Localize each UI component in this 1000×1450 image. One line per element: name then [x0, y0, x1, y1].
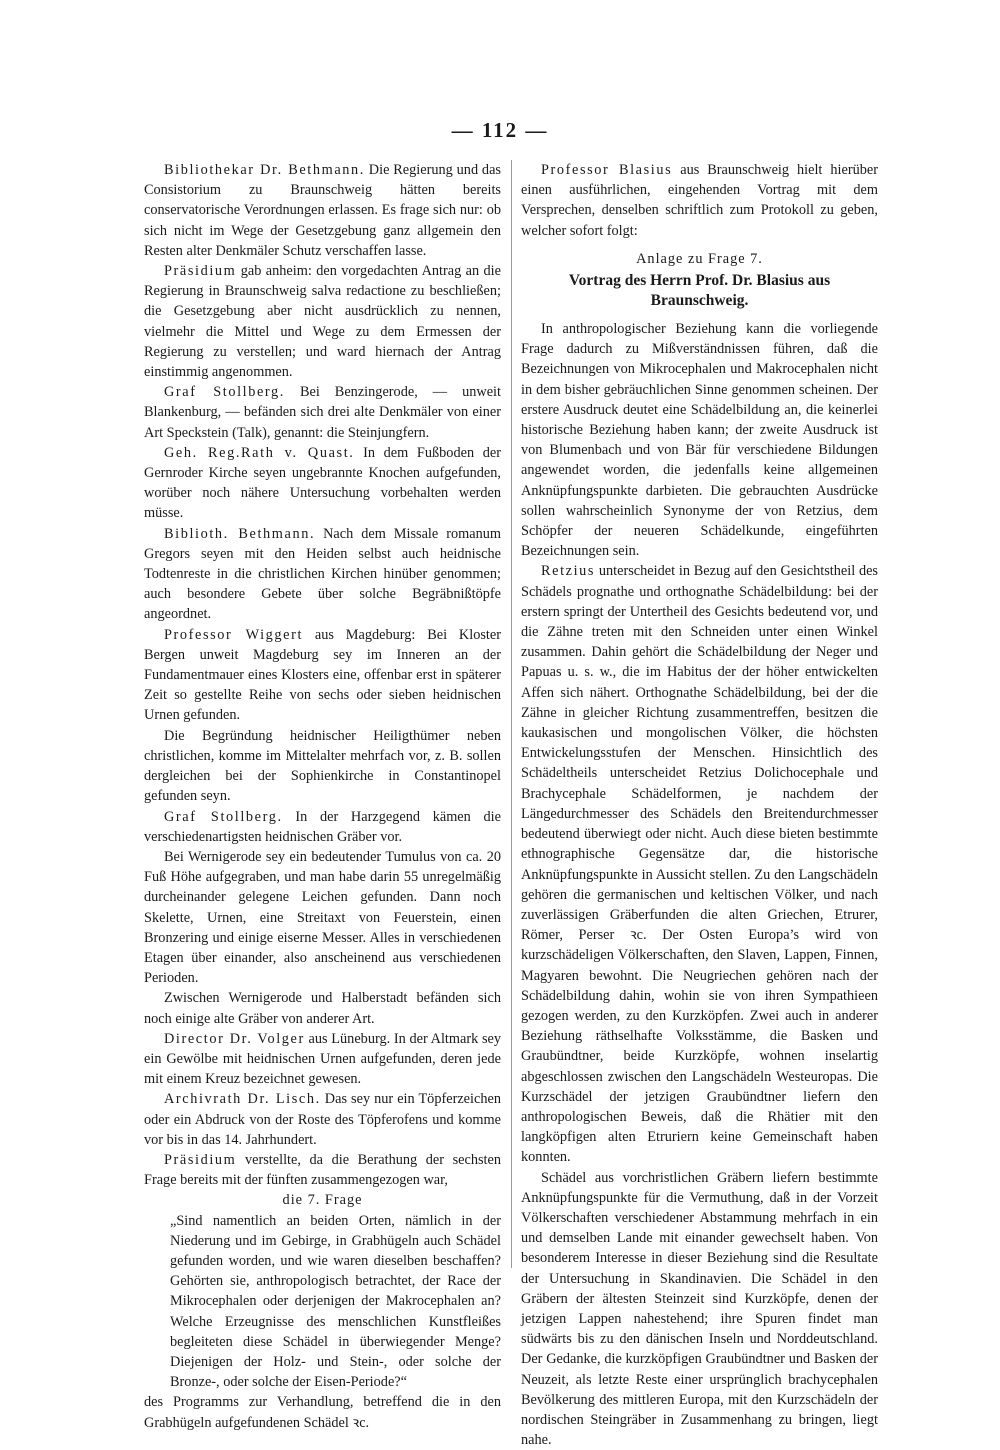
- appendix-label: Anlage zu Frage 7.: [636, 250, 763, 267]
- paragraph-text: aus Braunschweig hielt hierüber einen ausführlichen, eingehenden Vortrag mit dem Versprechen, denselben schriftlich zum Protokoll zu geben, welcher sofort folgt:: [521, 162, 878, 239]
- paragraph: [144, 625, 501, 726]
- paragraph: In anthropologischer Beziehung kann die vorliegende Frage dadurch zu Mißverständnissen führen, daß die Bezeichnungen von Mikrocephalen und Makrocephalen nicht in dem bisher gebräuchlichen Sinne genommen scheinen. Der erstere Ausdruck deutet eine Schädelbildung an, die keinerlei historische Beziehung haben kann; der zweite Ausdruck ist von Blumenbach und von Bär für verschiedene Bildungen angewendet worden, die jedenfalls keine allgemeinen Anknüpfungspunkte darbieten. Die gebrauchten Ausdrücke sollen wahrscheinlich Synonyme der von Retzius, dem Schöpfer der neueren Schädelkunde, eingeführten Bezeichnungen sein.: [521, 321, 878, 560]
- lecture-title: Vortrag des Herrn Prof. Dr. Blasius aus Braunschweig.: [568, 272, 831, 310]
- paragraph: [144, 261, 501, 382]
- paragraph: [144, 1089, 501, 1150]
- speaker-name: Director Dr. Volger: [164, 1030, 305, 1047]
- question-heading: die 7. Frage: [282, 1192, 363, 1209]
- paragraph: [144, 160, 501, 261]
- paragraph-text: aus Magdeburg: Bei Kloster Bergen unweit Magdeburg sey im Inneren an der Fundamentmauer eines Klosters eine, offenbar erst in späterer Zeit so gestellte Reihe von sechs oder sieben heidnischen Urnen gefunden.: [144, 626, 501, 724]
- paragraph: Die Begründung heidnischer Heiligthümer neben christlichen, komme im Mittelalter mehrfach vor, z. B. sollen dergleichen bei der Sophienkirche in Constantinopel gefunden seyn.: [144, 727, 501, 805]
- paragraph: Bei Wernigerode sey ein bedeutender Tumulus von ca. 20 Fuß Höhe aufgegraben, und man habe darin 55 unregelmäßig durcheinander gelegene Leichen gefunden. Dann noch Skelette, Urnen, eine Streitaxt von Feuerstein, einen Bronzering und einige eiserne Messer. Alles in verschiedenen Etagen über einander, also anscheinend aus verschiedenen Perioden.: [144, 848, 501, 987]
- paragraph: des Programms zur Verhandlung, betreffend die in den Grabhügeln aufgefundenen Schädel ꝛc.: [144, 1394, 501, 1431]
- right-column: [521, 160, 878, 1450]
- left-column: [144, 160, 501, 1433]
- paragraph: [144, 443, 501, 524]
- paragraph-text: In der Harzgegend kämen die verschiedenartigsten heidnischen Gräber vor.: [144, 808, 501, 845]
- column-divider: [511, 160, 512, 1268]
- paragraph-text: unterscheidet in Bezug auf den Gesichtstheil des Schädels prognathe und orthognathe Schädelbildung: bei der erstern springt der Untertheil des Gesichts bedeutend vor, und die Zähne treten mit den Schneiden unter einen Winkel zusammen. Dahin gehört die Schädelbildung der Neger und Papuas u. s. w., die im Habitus der der höher entwickelten Affen sich nähert. Orthognathe Schädelbildung, bei der die Zähne in gleicher Richtung zusammentreffen, besitzen die kaukasischen und mongolischen Völker, die höchsten Entwickelungsstufen der Menschen. Hinsichtlich des Schädeltheils unterscheidet Retzius Dolichocephale und Brachycephale Schädelformen, je nachdem der Längedurchmesser des Schädels den Breitendurchmesser bedeutend überwiegt oder nicht. Auch diese bieten bestimmte ethnographische Gegensätze dar, die historische Anknüpfungspunkte in Aussicht stellen. Zu den Langschädeln gehören die germanischen und keltischen Völker, und nach zuverlässigen Gräberfunden die alten Griechen, Etrurer, Römer, Perser ꝛc. Der Osten Europa’s wird von kurzschädeligen Völkerschaften, den Slaven, Lappen, Finnen, Magyaren bewohnt. Die Neugriechen gehören nach der Schädelbildung dahin, wohin sie von ihren Sympathieen gezogen werden, zu den Kurzköpfen. Zwei auch in anderer Beziehung räthselhafte Volksstämme, die Basken und Graubündtner, beide Kurzköpfe, wohnen inselartig abgeschlossen zwischen den Langschädeln Westeuropas. Die Kurzschädel der jetzigen Graubündtner liefern den anthropologischen Beweis, daß die Rhätier mit den langköpfigen alten Etruriern keine Gemeinschaft haben konnten.: [521, 563, 878, 1166]
- paragraph: [144, 807, 501, 847]
- speaker-name: Biblioth. Bethmann.: [164, 525, 316, 542]
- speaker-name: Präsidium: [164, 263, 237, 280]
- paragraph-text: gab anheim: den vorgedachten Antrag an die Regierung in Braunschweig salva redactione zu beschließen; die Gesetzgebung aber nicht ausdrücklich zu nennen, vielmehr die Mittel und Wege zu dem Ermessen der Regierung zu verstellen; und ward hiernach der Antrag einstimmig angenommen.: [144, 263, 501, 381]
- page-number: — 112 —: [451, 118, 549, 142]
- paragraph-text: Die Regierung und das Consistorium zu Braunschweig hätten bereits conservatorische Verordnungen erlassen. Es frage sich nur: ob sich nicht im Wege der Gesetzgebung ganz allgemein den Resten alter Denkmäler Schutz verschaffen lasse.: [144, 162, 501, 259]
- paragraph-text: Nach dem Missale romanum Gregors seyen mit den Heiden selbst auch heidnische Todtenreste in die christlichen Kirchen hinüber genommen; auch besondere Gebete über solche Begräbnißtöpfe angeordnet.: [144, 525, 501, 623]
- paragraph: [144, 1150, 501, 1190]
- paragraph-text: Bei Benzingerode, — unweit Blankenburg, — befänden sich drei alte Denkmäler von einer Art Speckstein (Talk), genannt: die Steinjungfern.: [144, 384, 501, 441]
- paragraph: Schädel aus vorchristlichen Gräbern liefern bestimmte Anknüpfungspunkte für die Vermuthung, daß in der Vorzeit Völkerschaften verschiedener Abstammung mehrfach in ein und demselben Lande mit einander gewechselt haben. Von besonderem Interesse in dieser Beziehung sind die Resultate der Untersuchung in Skandinavien. Die Schädel in den Gräbern der ältesten Steinzeit sind Kurzköpfe, denen der jetzigen Lappen nahestehend; ihre Spuren findet man südwärts bis zu den dänischen Inseln und Norddeutschland. Der Gedanke, die kurzköpfigen Graubündtner und Basken der Neuzeit, als letzte Reste einer ursprünglich brachycephalen Bevölkerung des mittleren Europa, mit den Kurzschädeln der nordischen Steingräber in Zusammenhang zu bringen, liegt nahe.: [521, 1169, 878, 1449]
- paragraph-text: Das sey nur ein Töpferzeichen oder ein Abdruck von der Roste des Töpferofens und komme vor bis in das 14. Jahrhundert.: [144, 1091, 501, 1148]
- paragraph: [144, 524, 501, 625]
- speaker-name: Retzius: [541, 563, 596, 580]
- paragraph: [144, 382, 501, 443]
- speaker-name: Geh. Reg.Rath v. Quast.: [164, 444, 355, 461]
- paragraph-text: aus Lüneburg. In der Altmark sey ein Gewölbe mit heidnischen Urnen aufgefunden, deren jede mit einem Kreuz bezeichnet gewesen.: [144, 1030, 501, 1088]
- paragraph: [144, 1029, 501, 1090]
- speaker-name: Professor Blasius: [541, 162, 673, 178]
- speaker-name: Archivrath Dr. Lisch.: [164, 1091, 321, 1108]
- speaker-name: Graf Stollberg.: [164, 384, 285, 401]
- paragraph: Zwischen Wernigerode und Halberstadt befänden sich noch einige alte Gräber von anderer Art.: [144, 990, 501, 1027]
- speaker-name: Bibliothekar Dr. Bethmann.: [164, 162, 365, 178]
- paragraph-text: In dem Fußboden der Gernroder Kirche seyen ungebrannte Knochen aufgefunden, worüber noch nähere Untersuchung vorbehalten werden müsse.: [144, 444, 501, 522]
- speaker-name: Professor Wiggert: [164, 626, 304, 643]
- speaker-name: Graf Stollberg.: [164, 808, 283, 825]
- speaker-name: Präsidium: [164, 1151, 237, 1168]
- paragraph: [521, 561, 878, 1167]
- paragraph: [521, 160, 878, 241]
- question-quote: „Sind namentlich an beiden Orten, nämlich in der Niederung und im Gebirge, in Grabhügeln auch Schädel gefunden worden, und wie waren dieselben beschaffen? Gehörten sie, anthropologisch betrachtet, der Race der Mikrocephalen oder derjenigen der Makrocephalen an? Welche Erzeugnisse des menschlichen Kunstfleißes begleiteten diese Schädel in überwiegender Menge? Diejenigen der Holz- und Stein-, oder solche der Bronze-, oder solche der Eisen-Periode?“: [170, 1212, 501, 1391]
- paragraph-text: verstellte, da die Berathung der sechsten Frage bereits mit der fünften zusammengezogen war,: [144, 1151, 501, 1189]
